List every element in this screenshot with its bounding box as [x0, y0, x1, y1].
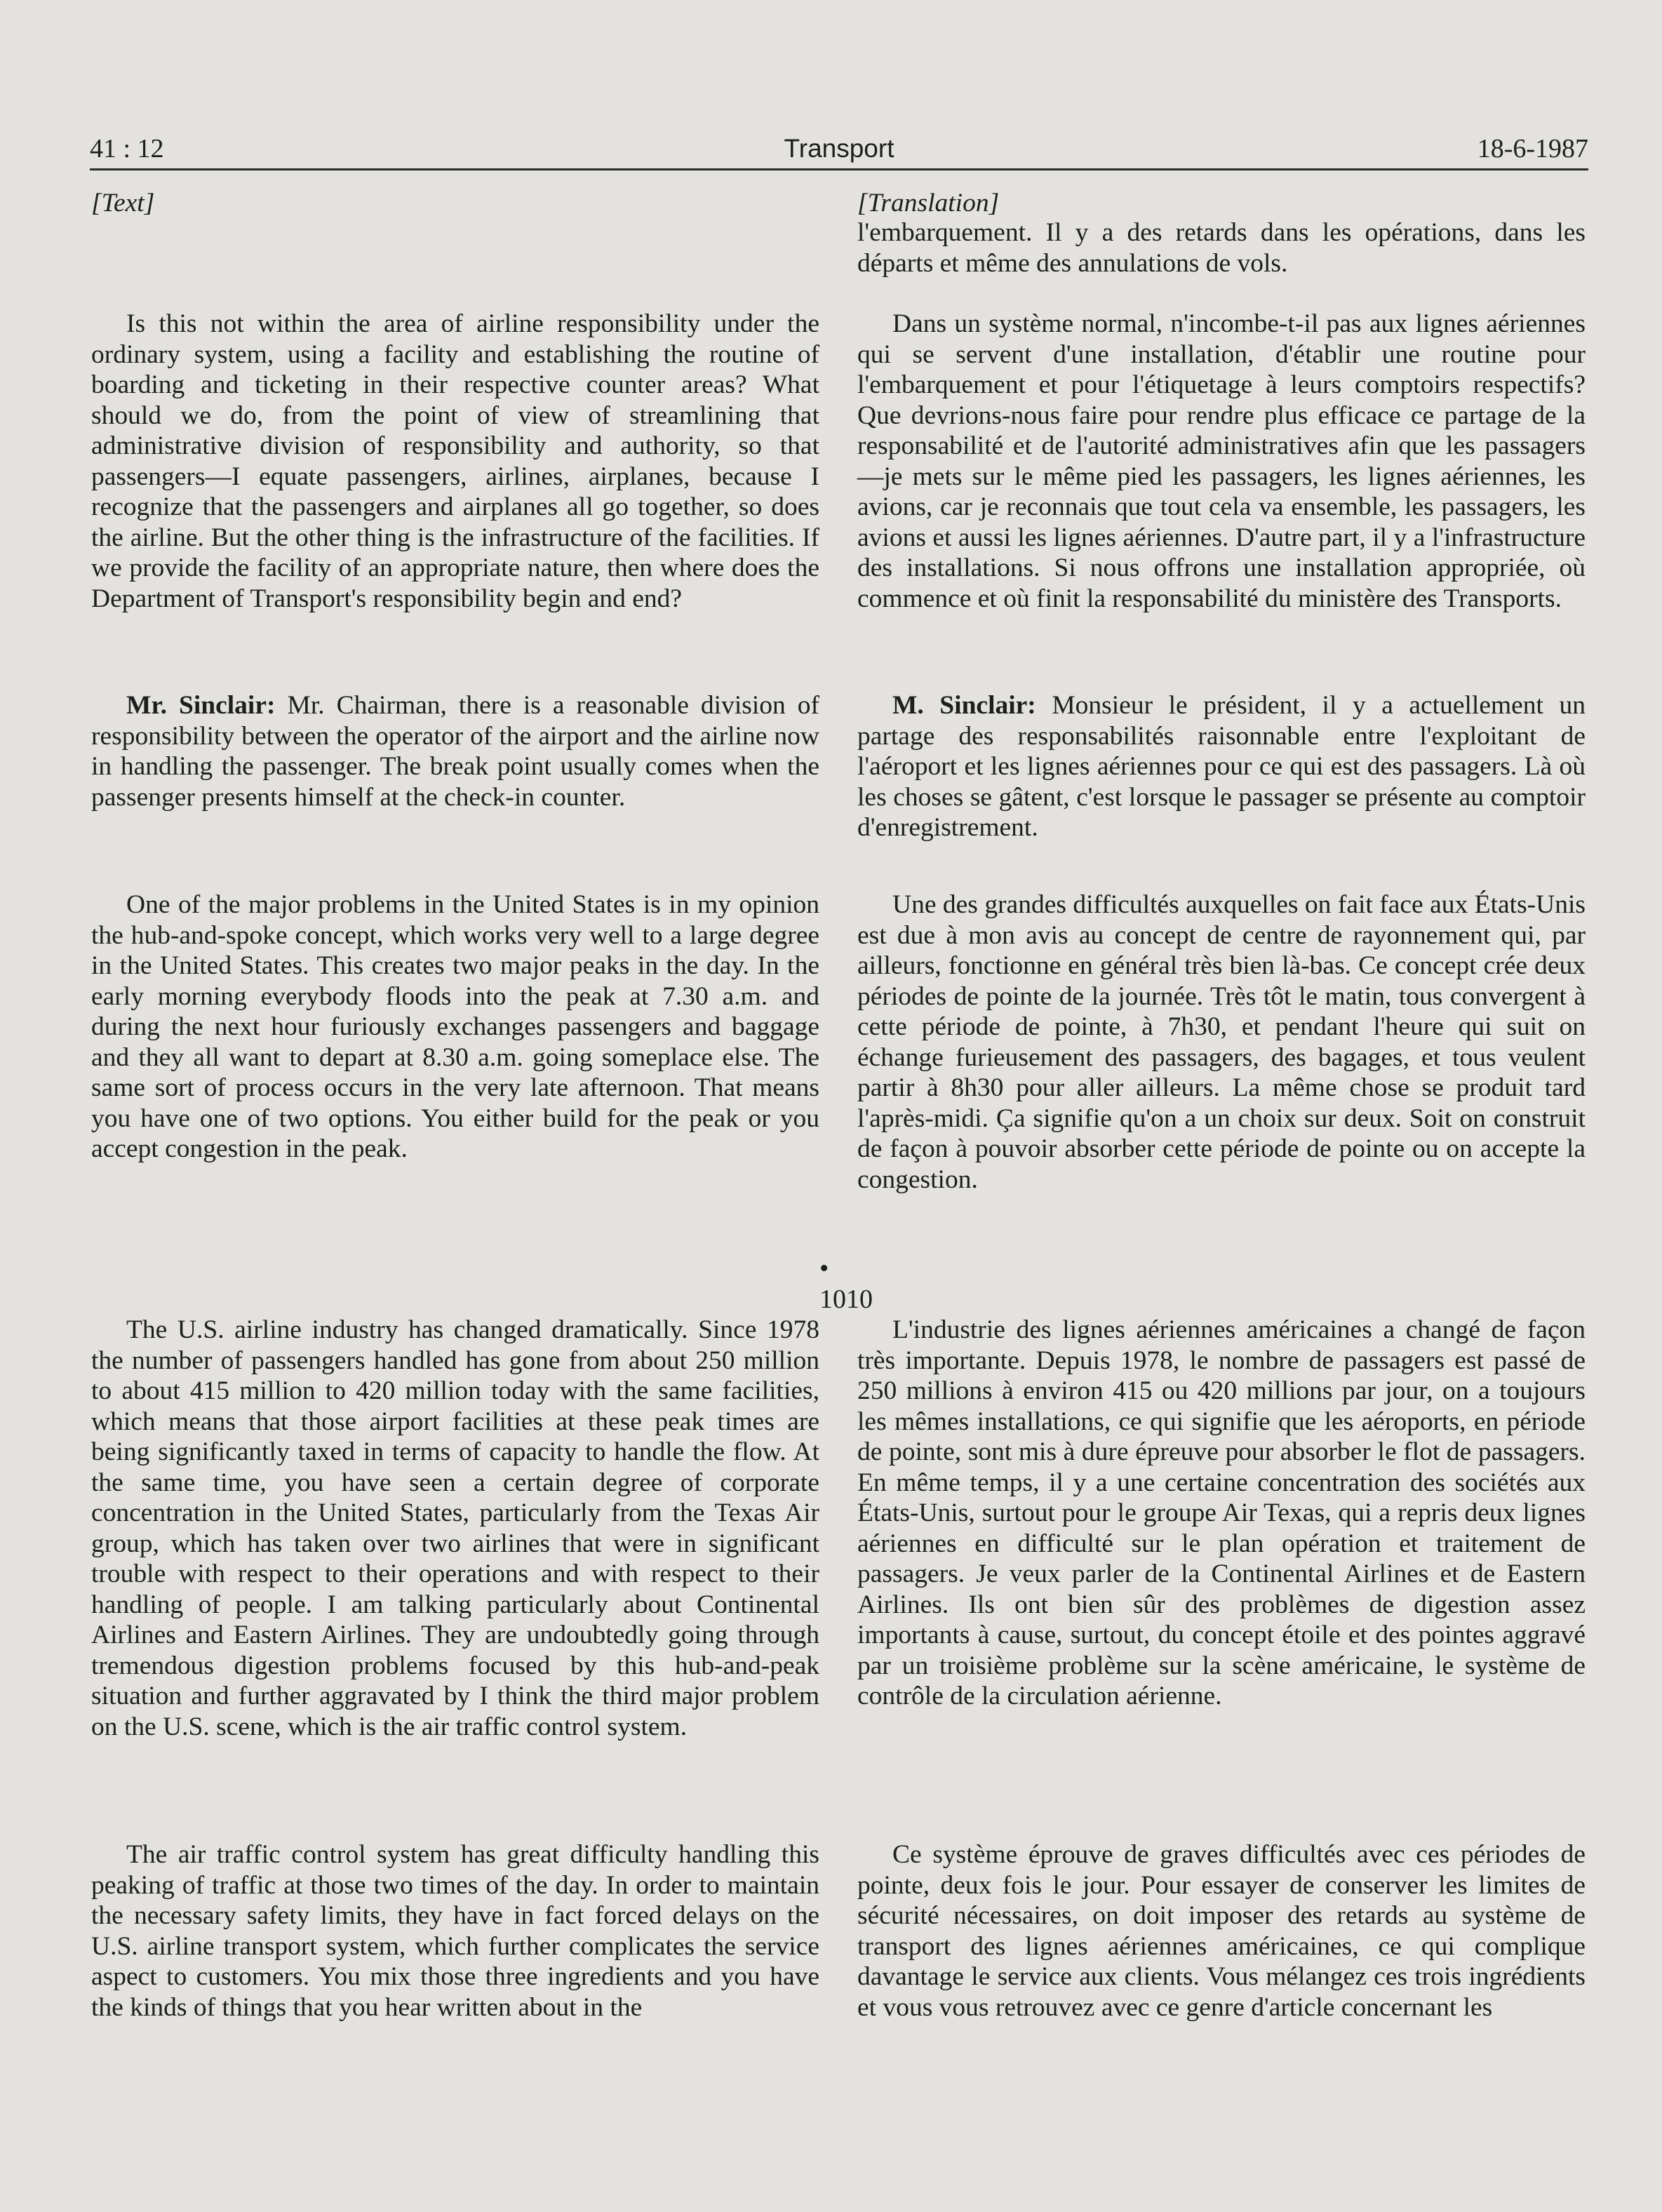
french-paragraph-5: Ce système éprouve de graves difficultés avec ces périodes de pointe, deux fois le jour. Pour essayer de conserver les limites de sécurité nécessaires, on doit imposer des retards au système de transport des lignes aériennes américaines, ce qui complique davantage le service aux clients. Vous mélangez ces trois ingrédients et vous vous retrouvez avec ce genre d'article concernant les: [857, 1840, 1586, 2022]
page-title: Transport: [784, 134, 894, 163]
header-rule: [90, 168, 1588, 170]
speaker-name-fr: M. Sinclair:: [892, 691, 1036, 720]
french-paragraph-2: M. Sinclair: Monsieur le président, il y a actuellement un partage des responsabilités raisonnable entre l'exploitant de l'aéroport et les lignes aériennes pour ce qui est des passagers. Là où les choses se gâtent, c'est lorsque le passager se présente au comptoir d'enregistrement.: [857, 691, 1586, 842]
text-tag: [Text]: [91, 189, 155, 217]
english-paragraph-2: Mr. Sinclair: Mr. Chairman, there is a reasonable division of responsibility between the operator of the airport and the airline now in handling the passenger. The break point usually comes when the passenger presents himself at the check-in counter.: [91, 691, 819, 812]
page-reference: 41 : 12: [90, 134, 164, 163]
translation-tag: [Translation]: [857, 189, 1000, 217]
page-header: [90, 128, 1588, 170]
english-paragraph-5: The air traffic control system has great difficulty handling this peaking of traffic at those two times of the day. In order to maintain the necessary safety limits, they have in fact forced delays on the U.S. airline transport system, which further complicates the service aspect to customers. You mix those three ingredients and you have the kinds of things that you hear written about in the: [91, 1840, 819, 2022]
english-paragraph-3: One of the major problems in the United States is in my opinion the hub-and-spoke concept, which works very well to a large degree in the United States. This creates two major peaks in the day. In the early morning everybody floods into the peak at 7.30 a.m. and during the next hour furiously exchanges passengers and baggage and they all want to depart at 8.30 a.m. going someplace else. The same sort of process occurs in the very late afternoon. That means you have one of two options. You either build for the peak or you accept congestion in the peak.: [91, 890, 819, 1163]
english-paragraph-4: The U.S. airline industry has changed dramatically. Since 1978 the number of passengers handled has gone from about 250 million to about 415 million to 420 million today with the same facilities, which means that those airport facilities at these peak times are being significantly taxed in terms of capacity to handle the flow. At the same time, you have seen a certain degree of corporate concentration in the United States, particularly from the Texas Air group, which has taken over two airlines that were in significant trouble with respect to their operations and with respect to their handling of people. I am talking particularly about Continental Airlines and Eastern Airlines. They are undoubtedly going through tremendous digestion problems focused by this hub-and-peak situation and further aggravated by I think the third major problem on the U.S. scene, which is the air traffic control system.: [91, 1315, 819, 1741]
french-paragraph-0: l'embarquement. Il y a des retards dans les opérations, dans les départs et même des annulations de vols.: [857, 218, 1586, 278]
french-paragraph-4: L'industrie des lignes aériennes américaines a changé de façon très importante. Depuis 1978, le nombre de passagers est passé de 250 millions à environ 415 ou 420 millions par jour, on a toujours les mêmes installations, ce qui signifie que les aéroports, en période de pointe, sont mis à dure épreuve pour absorber le flot de passagers. En même temps, il y a une certaine concentration des sociétés aux États-Unis, surtout pour le groupe Air Texas, qui a repris deux lignes aériennes en difficulté sur le plan opération et traitement de passagers. Je veux parler de la Continental Airlines et de Eastern Airlines. Ils ont bien sûr des problèmes de digestion assez importants à cause, surtout, du concept étoile et des pointes aggravé par un troisième problème sur la scène américaine, le système de contrôle de la circulation aérienne.: [857, 1315, 1586, 1710]
speaker-name: Mr. Sinclair:: [126, 691, 276, 720]
english-paragraph-1: Is this not within the area of airline responsibility under the ordinary system, using a facility and establishing the routine of boarding and ticketing in their respective counter areas? What should we do, from the point of view of streamlining that administrative division of responsibility and authority, so that passengers—I equate passengers, airlines, airplanes, because I recognize that the passengers and airplanes all go together, so does the airline. But the other thing is the infrastructure of the facilities. If we provide the facility of an appropriate nature, then where does the Department of Transport's responsibility begin and end?: [91, 309, 819, 613]
page-date: 18-6-1987: [1477, 134, 1588, 163]
french-paragraph-1: Dans un système normal, n'incombe-t-il pas aux lignes aériennes qui se servent d'une installation, d'établir une routine pour l'embarquement et pour l'étiquetage à leurs comptoirs respectifs? Que devrions-nous faire pour rendre plus efficace ce partage de la responsabilité et de l'autorité administratives afin que les passagers—je mets sur le même pied les passagers, les lignes aériennes, les avions, car je reconnais que tout cela va ensemble, les passagers, les avions et aussi les lignes aériennes. D'autre part, il y a l'infrastructure des installations. Si nous offrons une installation appropriée, où commence et où finit la responsabilité du ministère des Transports.: [857, 309, 1586, 613]
french-paragraph-3: Une des grandes difficultés auxquelles on fait face aux États-Unis est due à mon avis au concept de centre de rayonnement qui, par ailleurs, fonctionne en général très bien là-bas. Ce concept crée deux périodes de pointe de la journée. Très tôt le matin, tous convergent à cette période de pointe, à 7h30, et pendant l'heure qui suit on échange furieusement des passagers, des bagages, et tous veulent partir à 8h30 pour aller ailleurs. La même chose se produit tard l'après-midi. Ça signifie qu'on a un choix sur deux. Soit on construit de façon à pouvoir absorber cette période de pointe ou on accepte la congestion.: [857, 890, 1586, 1194]
time-marker: • 1010: [819, 1254, 873, 1314]
